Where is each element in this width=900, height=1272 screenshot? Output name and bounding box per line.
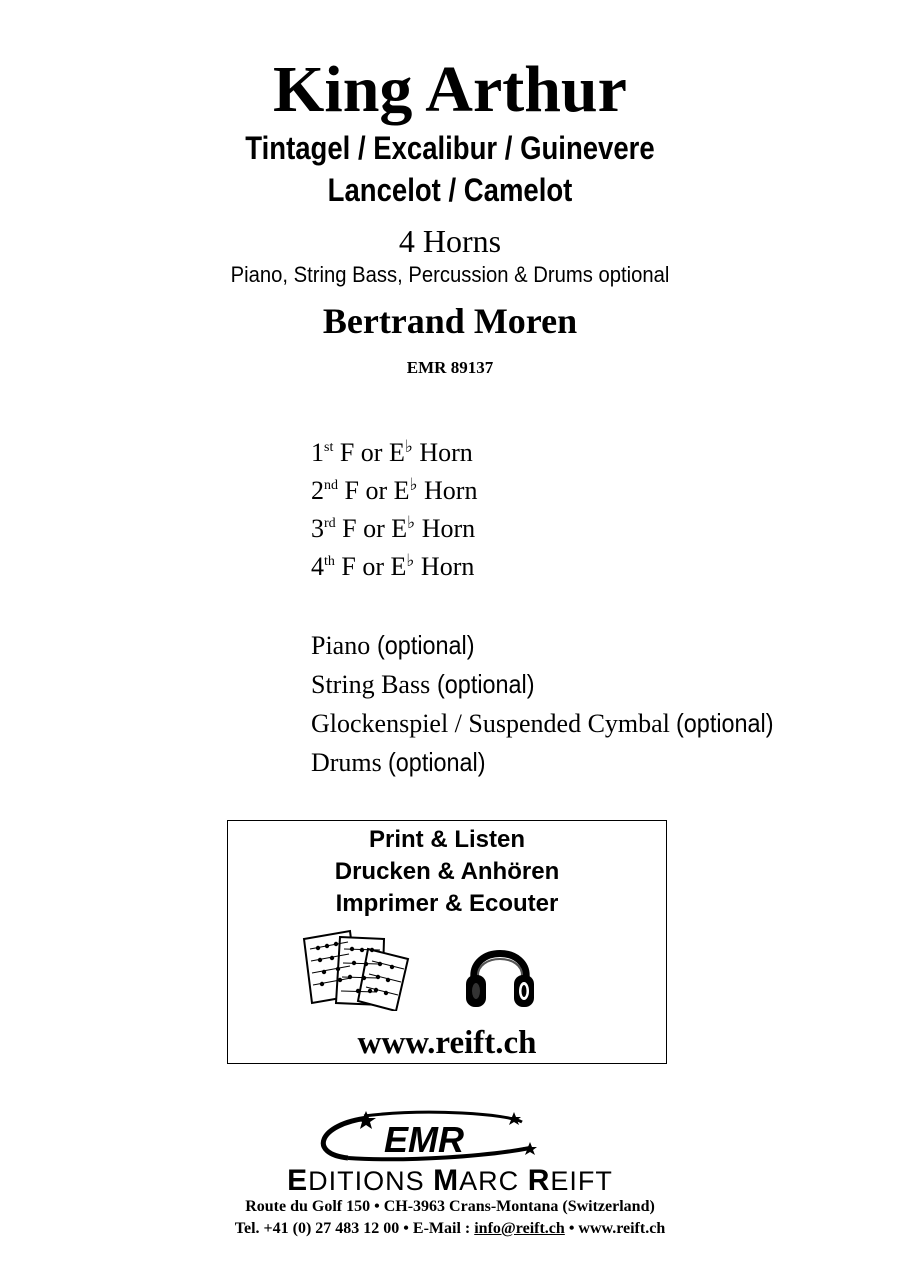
catalog-number: EMR 89137 xyxy=(406,358,494,377)
optional-part: String Bass (optional) xyxy=(311,669,535,699)
horn-parts-list xyxy=(311,434,477,586)
horn-part: 2nd F or E♭ Horn xyxy=(311,475,478,505)
publisher-contact: Tel. +41 (0) 27 483 12 00 • E-Mail : info@reift.ch • www.reift.ch xyxy=(234,1220,666,1237)
promo-line-1: Print & Listen xyxy=(368,826,525,853)
optional-part: Glockenspiel / Suspended Cymbal (optional) xyxy=(311,708,774,738)
optional-parts-list xyxy=(311,626,785,782)
headphones-icon xyxy=(464,933,536,1013)
emr-logo-icon xyxy=(308,1110,548,1166)
email-link[interactable]: info@reift.ch xyxy=(474,1220,565,1237)
svg-text:EMR: EMR xyxy=(384,1119,464,1160)
horn-part: 3rd F or E♭ Horn xyxy=(311,513,476,543)
publisher-address: Route du Golf 150 • CH-3963 Crans-Montana (Switzerland) xyxy=(245,1198,655,1215)
optional-part: Drums (optional) xyxy=(311,747,486,777)
promo-line-2: Drucken & Anhören xyxy=(334,858,560,885)
instrumentation: 4 Horns xyxy=(398,223,502,259)
print-listen-box xyxy=(227,820,667,1064)
composer: Bertrand Moren xyxy=(322,301,578,341)
promo-line-3: Imprimer & Ecouter xyxy=(335,890,559,917)
publisher-name: EDITIONS MARC REIFT xyxy=(287,1164,613,1197)
page-title: King Arthur xyxy=(273,53,627,126)
horn-part: 4th F or E♭ Horn xyxy=(311,551,475,581)
subtitle-line-1: Tintagel / Excalibur / Guinevere xyxy=(245,130,655,166)
promo-website[interactable]: www.reift.ch xyxy=(357,1025,537,1061)
instrumentation-optional: Piano, String Bass, Percussion & Drums optional xyxy=(230,262,670,287)
subtitle-line-2: Lancelot / Camelot xyxy=(327,172,573,208)
optional-part: Piano (optional) xyxy=(311,630,475,660)
sheet-music-icon xyxy=(300,929,412,1011)
horn-part: 1st F or E♭ Horn xyxy=(311,437,473,467)
